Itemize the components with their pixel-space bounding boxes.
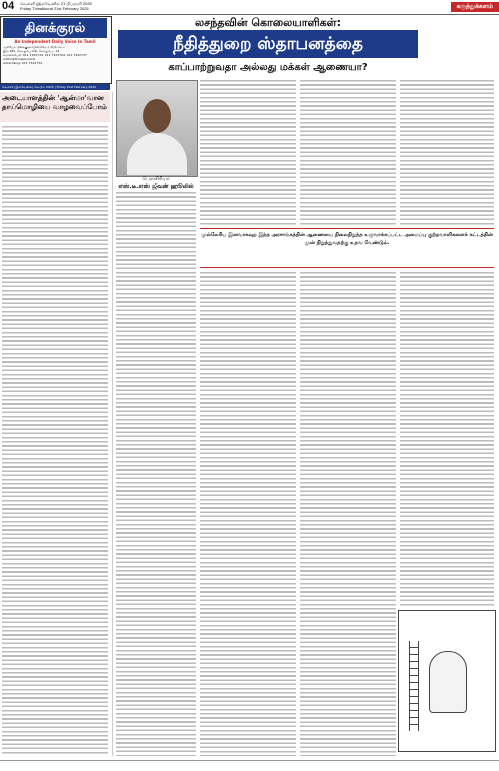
top-bar (0, 0, 499, 15)
author-name: எஸ்.டீ.எஸ் ஜீவன் ஹூலில் (118, 183, 194, 190)
address-block (3, 45, 107, 65)
article-column-4 (400, 80, 494, 225)
author-role: பேராசிரியர் (142, 176, 170, 182)
masthead (0, 16, 112, 84)
article-column-3 (300, 80, 396, 225)
tagline: An Independent Daily Voice In Tamil (14, 39, 96, 44)
author-caption (116, 176, 196, 191)
photo-body-shape (127, 133, 187, 175)
address-line: Advertising: 011 7322734 (3, 61, 42, 65)
pull-quote: முல்லேரிய இனவாகவுற இந்த அரசாங்கத்தின் ஆணையை நிலைநிறுத்த உருவாக்கப்பட்ட அமைப்பு குற்றவாளிகளைக் கட்டத்தின் முன் நிறுத்துவதற்கு உதவ வேண்டும். (200, 228, 494, 268)
editorial-cartoon (398, 610, 496, 752)
newspaper-logo: தினக்குரல் (3, 18, 107, 38)
author-photo (116, 80, 198, 177)
page-footer (0, 760, 499, 771)
article-column-5 (200, 272, 296, 756)
date-english: Friday Thinakkural 21st February 2025 (20, 6, 89, 11)
address-line: தொலைபேசி: 011 7322734, 011 7322794, 011 7322737 (3, 53, 87, 57)
editorial-title: அடையாளத்தின் 'ஆன்மா'வான தாய்மொழியை வாழவைப்போம் (0, 92, 110, 122)
cartoon-figure-shape (429, 651, 467, 713)
edition-bar: வெள்ளி (இளவேனில்) கொடும் 2025 | Friday 21st February 2025 (0, 84, 110, 90)
headline-line-2: நீதித்துறை ஸ்தாபனத்தை (118, 30, 418, 58)
headline-line-3: காப்பாற்றுவதா அல்லது மக்கள் ஆணையா? (168, 62, 368, 73)
address-line: இல.183, கொழும்பு வீதி, கொழும்பு - 13 (3, 49, 60, 53)
dateline (20, 1, 170, 11)
headline-line-1: லசந்தவின் கொலையாளிகள்: (194, 16, 342, 29)
page-number: 04 (2, 0, 15, 12)
article-column-6 (300, 272, 396, 756)
editorial-column (2, 126, 108, 756)
address-line: ஆசிரியர்: தினக்குரல் (பிரைவேட்) லிமிட்டெட் (3, 45, 66, 49)
photo-head-shape (143, 99, 171, 133)
column-divider (112, 92, 113, 756)
article-column-1 (116, 192, 196, 756)
article-column-2 (200, 80, 296, 225)
date-tamil: வெள்ளி (இளவேனில் 21 பிப்ரவரி 2025 (20, 1, 92, 6)
section-label: கருத்துக்களம் (451, 2, 499, 12)
article-column-7 (400, 272, 494, 606)
address-line: editor@thinakkural.lk (3, 57, 36, 61)
cartoon-ladder-shape (409, 641, 419, 731)
